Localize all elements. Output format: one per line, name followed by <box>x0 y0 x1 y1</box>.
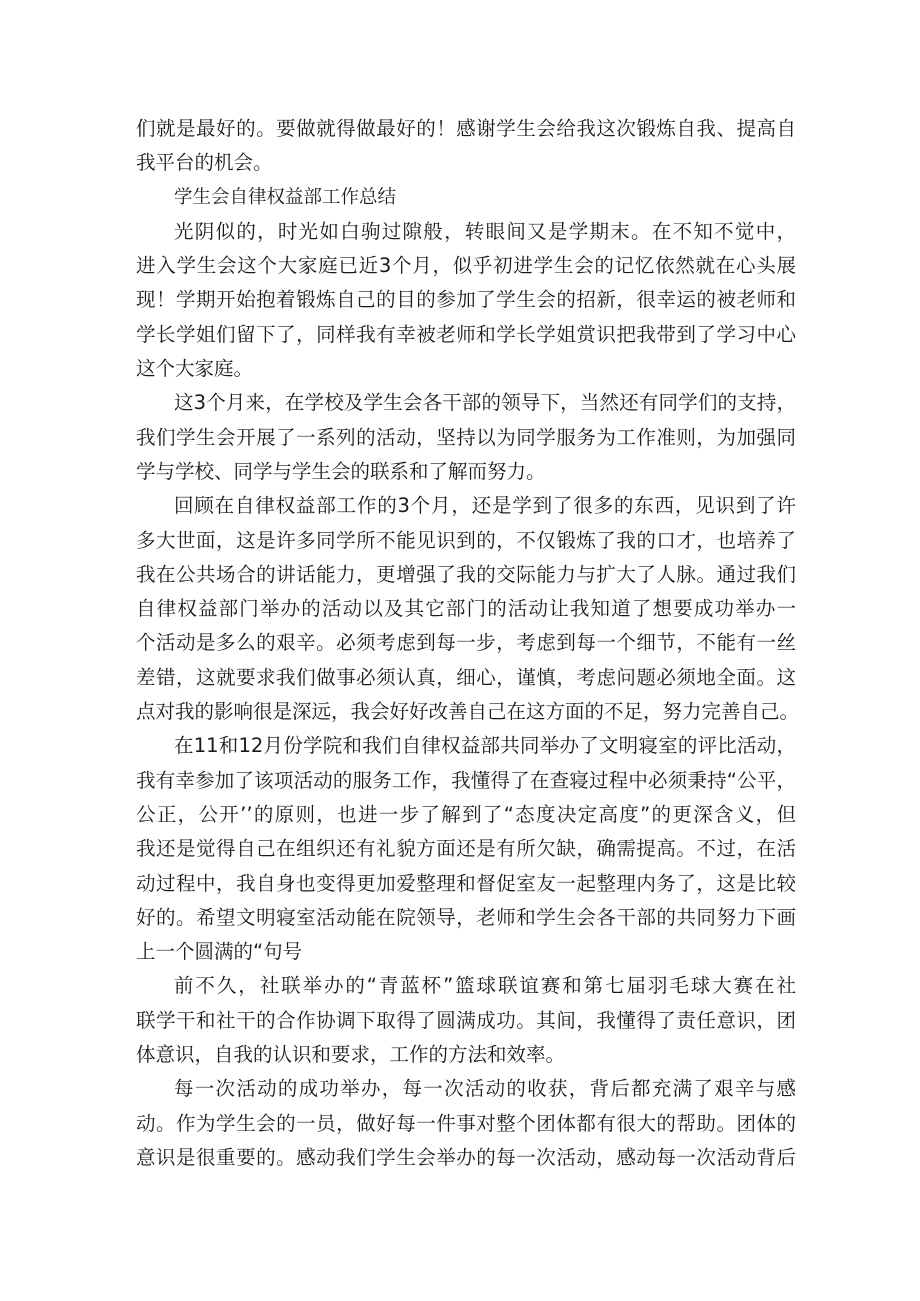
text-line: 现！学期开始抱着锻炼自己的目的参加了学生会的招新，很幸运的被老师和 <box>136 288 796 312</box>
text-line: 联学干和社干的合作协调下取得了圆满成功。其间，我懂得了责任意识，团 <box>136 1008 796 1032</box>
text-line: 好的。希望文明寝室活动能在院领导，老师和学生会各干部的共同努力下画 <box>136 905 796 929</box>
document-body <box>136 112 800 1175</box>
text-line: 我还是觉得自己在组织还有礼貌方面还是有所欠缺，确需提高。不过，在活 <box>136 837 796 861</box>
text-line: 多大世面，这是许多同学所不能见识到的，不仅锻炼了我的口才，也培养了 <box>136 528 796 552</box>
text-line: 上一个圆满的“句号 <box>136 940 303 964</box>
text-line: 差错，这就要求我们做事必须认真，细心，谨慎，考虑问题必须地全面。这 <box>136 665 796 689</box>
text-line: 我们学生会开展了一系列的活动，坚持以为同学服务为工作准则，为加强同 <box>136 425 796 449</box>
text-line: 我在公共场合的讲话能力，更增强了我的交际能力与扩大了人脉。通过我们 <box>136 562 796 586</box>
text-line: 们就是最好的。要做就得做最好的！感谢学生会给我这次锻炼自我、提高自 <box>136 117 796 140</box>
text-line: 每一次活动的成功举办，每一次活动的收获，背后都充满了艰辛与感 <box>174 1077 796 1101</box>
text-line: 意识是很重要的。感动我们学生会举办的每一次活动，感动每一次活动背后 <box>136 1145 796 1169</box>
text-line: 我有幸参加了该项活动的服务工作，我懂得了在查寝过程中必须秉持“公平， <box>136 768 796 792</box>
text-line: 体意识，自我的认识和要求，工作的方法和效率。 <box>136 1043 566 1067</box>
text-line: 学与学校、同学与学生会的联系和了解而努力。 <box>136 459 546 483</box>
text-line: 这3个月来，在学校及学生会各干部的领导下，当然还有同学们的支持， <box>174 391 796 415</box>
text-line: 我平台的机会。 <box>136 151 273 175</box>
text-line: 公正，公开’’的原则，也进一步了解到了“态度决定高度”的更深含义，但 <box>136 802 796 826</box>
text-line: 动过程中，我自身也变得更加爱整理和督促室友一起整理内务了，这是比较 <box>136 871 796 895</box>
text-line: 回顾在自律权益部工作的3个月，还是学到了很多的东西，见识到了许 <box>174 494 796 518</box>
text-line: 光阴似的，时光如白驹过隙般，转眼间又是学期末。在不知不觉中， <box>174 219 796 243</box>
text-line: 点对我的影响很是深远，我会好好改善自己在这方面的不足，努力完善自己。 <box>136 700 800 724</box>
text-line: 这个大家庭。 <box>136 357 254 381</box>
text-line: 前不久，社联举办的“青蓝杯”篮球联谊赛和第七届羽毛球大赛在社 <box>174 974 796 998</box>
text-line: 个活动是多么的艰辛。必须考虑到每一步，考虑到每一个细节，不能有一丝 <box>136 631 796 655</box>
text-line: 自律权益部门举办的活动以及其它部门的活动让我知道了想要成功举办一 <box>136 597 796 621</box>
section-heading: 学生会自律权益部工作总结 <box>174 186 397 208</box>
text-line: 在11和12月份学院和我们自律权益部共同举办了文明寝室的评比活动， <box>174 734 796 758</box>
text-line: 动。作为学生会的一员，做好每一件事对整个团体都有很大的帮助。团体的 <box>136 1111 796 1135</box>
text-line: 学长学姐们留下了，同样我有幸被老师和学长学姐赏识把我带到了学习中心 <box>136 322 796 346</box>
text-line: 进入学生会这个大家庭已近3个月，似乎初进学生会的记忆依然就在心头展 <box>136 254 796 278</box>
